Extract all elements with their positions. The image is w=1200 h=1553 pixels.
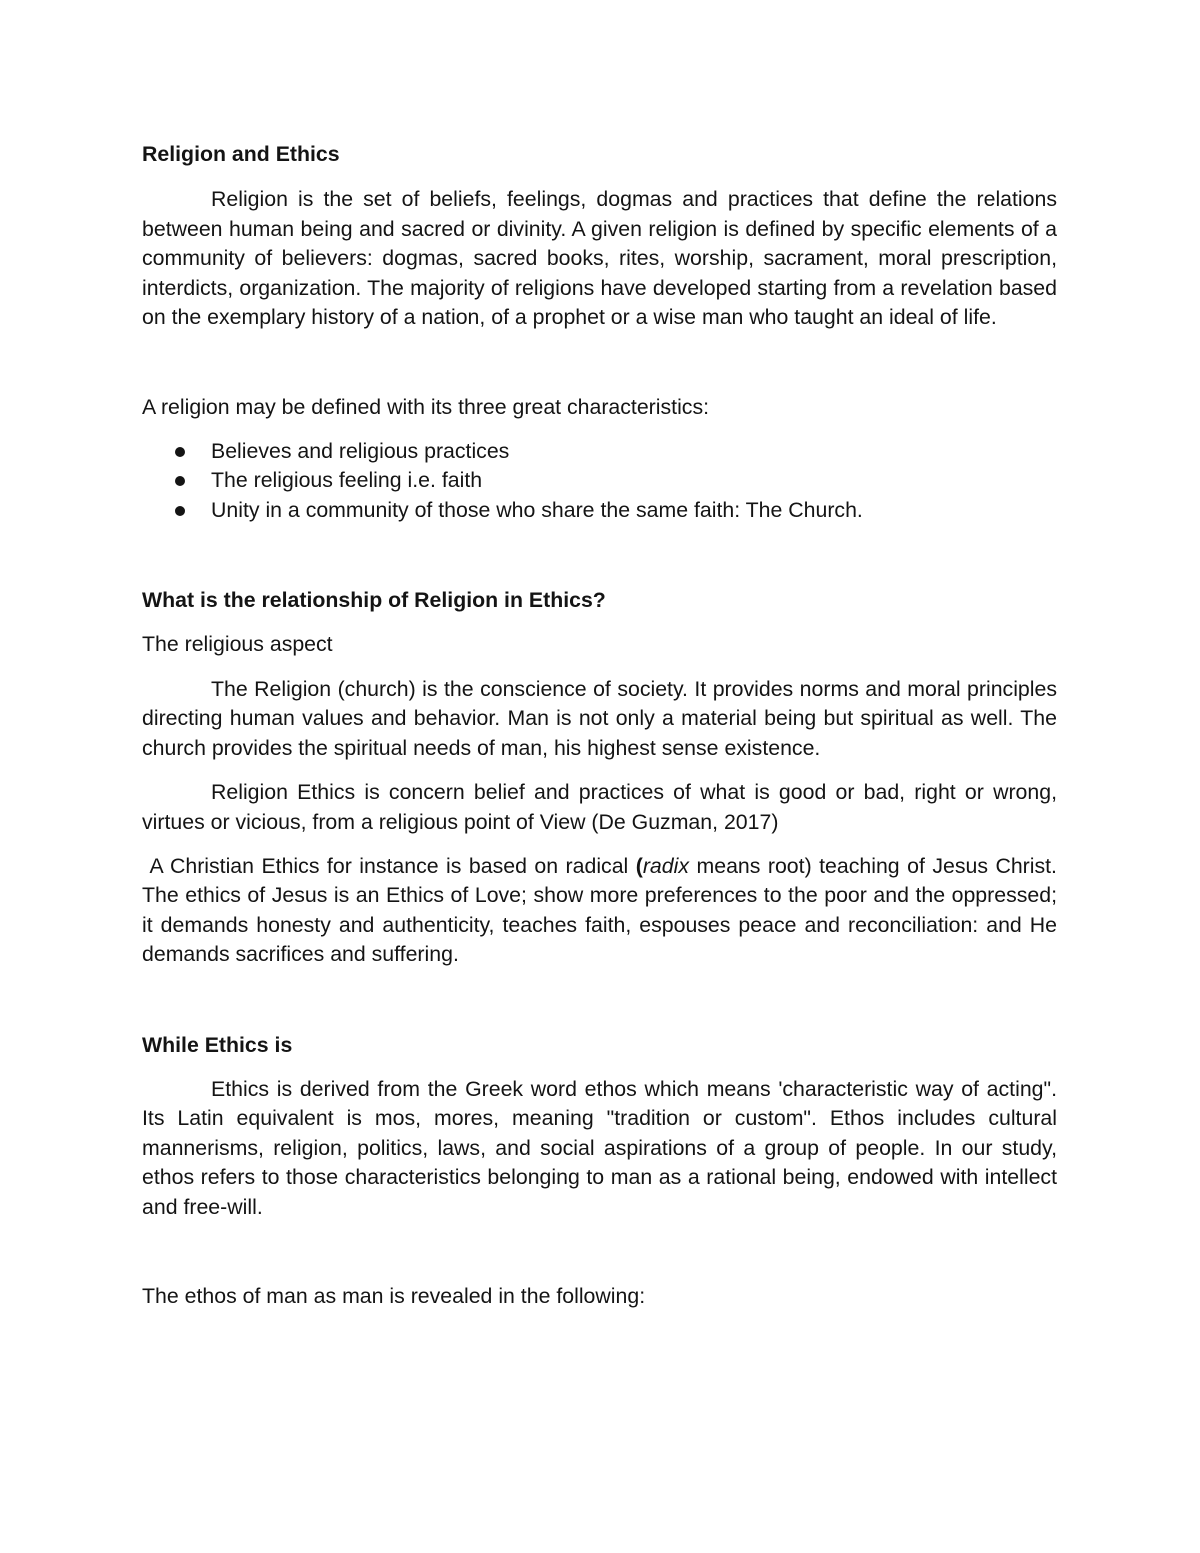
list-item-text: Believes and religious practices (211, 438, 510, 463)
bullet-icon (175, 447, 185, 457)
list-item-text: Unity in a community of those who share the same faith: The Church. (211, 497, 863, 522)
characteristics-list (142, 437, 1057, 525)
list-item (142, 496, 1057, 525)
list-item (142, 466, 1057, 495)
section-title-religion-and-ethics: Religion and Ethics (142, 142, 340, 166)
list-item-text: The religious feeling i.e. faith (211, 468, 483, 493)
religious-aspect-subtitle: The religious aspect (142, 632, 333, 657)
christian-ethics-radix: radix (642, 853, 690, 878)
bullet-icon (175, 476, 185, 486)
christian-ethics-text-end: means root) teaching of Jesus Christ. The ethics of Jesus is an Ethics of Love; show more preferences to the poor and the oppressed; it demands honesty and authenticity, teaches faith, espouses peace and reconciliation: and He demands sacrifices and suffering. (142, 853, 1063, 967)
section-title-while-ethics-is: While Ethics is (142, 1032, 293, 1057)
religion-definition-paragraph: Religion is the set of beliefs, feelings, dogmas and practices that define the relations between human being and sacred or divinity. A given religion is defined by specific elements of a community of believers: dogmas, sacred books, rites, worship, sacrament, moral prescription, interdicts, organization. The majority of religions have developed starting from a revelation based on the exemplary history of a nation, of a prophet or a wise man who taught an ideal of life. (142, 187, 1057, 330)
christian-ethics-text-start: A Christian Ethics for instance is based on radical (142, 853, 636, 878)
religion-ethics-paragraph: Religion Ethics is concern belief and practices of what is good or bad, right or wrong, virtues or vicious, from a religious point of View (De Guzman, 2017) (142, 780, 1057, 834)
document-page (142, 140, 1063, 1311)
christian-ethics-paren: ( (635, 853, 643, 878)
ethics-definition-paragraph: Ethics is derived from the Greek word ethos which means 'characteristic way of acting". Its Latin equivalent is mos, mores, meaning "tradition or custom". Ethos includes cultural mannerisms, religion, politics, laws, and social aspirations of a group of people. In our study, ethos refers to those characteristics belonging to man as a rational being, endowed with intellect and free-will. (142, 1076, 1057, 1219)
christian-ethics-paragraph (142, 852, 1063, 970)
section-title-relationship: What is the relationship of Religion in Ethics? (142, 588, 606, 613)
bullet-icon (175, 506, 185, 516)
characteristics-intro: A religion may be defined with its three great characteristics: (142, 395, 710, 420)
religion-conscience-paragraph: The Religion (church) is the conscience of society. It provides norms and moral principles directing human values and behavior. Man is not only a material being but spiritual as well. The church provides the spiritual needs of man, his highest sense existence. (142, 676, 1057, 760)
ethos-closing-line: The ethos of man as man is revealed in the following: (142, 1283, 646, 1308)
list-item (142, 437, 1057, 466)
